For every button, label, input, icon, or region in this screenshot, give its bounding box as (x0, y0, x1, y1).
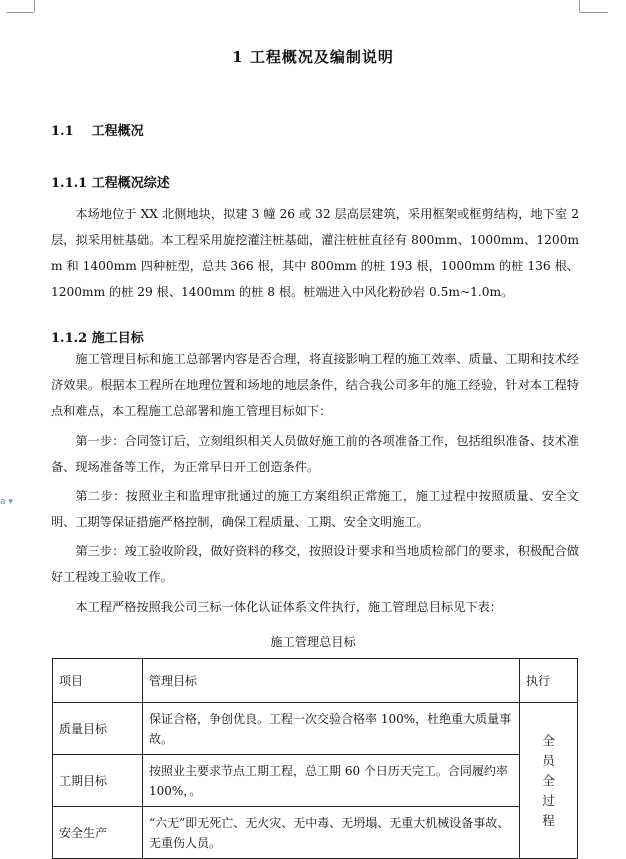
header-item: 项目 (53, 659, 143, 703)
document-title: 1 工程概况及编制说明 (232, 48, 394, 66)
row-goal: “六无”即无死亡、无火灾、无中毒、无坍塌、无重大机械设备事故、无重伤人员。 (143, 807, 520, 859)
table-caption: 施工管理总目标 (270, 635, 356, 649)
exec-value: 全员全过程 (542, 732, 555, 828)
section-number: 1.1 (51, 124, 74, 139)
table-intro-paragraph: 本工程严格按照我公司三标一体化认证体系文件执行，施工管理总目标见下表： (75, 600, 502, 614)
table-row (53, 703, 578, 755)
row-goal: 保证合格，争创优良。工程一次交验合格率 100%，杜绝重大质量事故。 (143, 703, 520, 755)
margin-paragraph-handle-icon[interactable]: a ▾ (0, 497, 13, 507)
table-header-row (53, 659, 578, 703)
table-row (53, 755, 578, 807)
crop-mark-top-left (6, 12, 34, 13)
goals-intro-paragraph: 施工管理目标和施工总部署内容是否合理，将直接影响工程的施工效率、质量、工期和技术经济效果。根据本工程所在地理位置和场地的地层条件，结合我公司多年的施工经验，针对本工程特点和难点，本工程施工总部署和施工管理目标如下： (51, 352, 579, 418)
table-row (53, 807, 578, 859)
subsection-heading-goals: 1.1.2 施工目标 (51, 331, 144, 346)
step-three-paragraph: 第三步：竣工验收阶段，做好资料的移交，按照设计要求和当地质检部门的要求，积极配合做好工程竣工验收工作。 (51, 544, 579, 584)
section-heading (51, 120, 144, 139)
crop-mark-top-right (580, 12, 608, 13)
overview-paragraph: 本场地位于 XX 北侧地块，拟建 3 幢 26 或 32 层高层建筑，采用框架或框剪结构，地下室 2 层，拟采用桩基础。本工程采用旋挖灌注桩基础，灌注桩桩直径有 800mm、1000mm、1200mm 和 1400mm 四种桩型，总共 366 根，其中 800mm 的桩 193 根，1000mm 的桩 136 根、1200mm 的桩 29 根、1400mm 的桩 8 根。桩端进入中风化粉砂岩 0.5m~1.0m。 (51, 207, 579, 299)
exec-cell (520, 703, 578, 859)
header-goal: 管理目标 (143, 659, 520, 703)
row-goal: 按照业主要求节点工期工程，总工期 60 个日历天完工。合同履约率 100%，。 (143, 755, 520, 807)
management-goals-table (52, 658, 578, 859)
row-item: 工期目标 (53, 755, 143, 807)
section-title: 工程概况 (91, 124, 144, 139)
header-exec: 执行 (520, 659, 578, 703)
crop-mark-top-left-vertical (34, 0, 35, 12)
row-item: 质量目标 (53, 703, 143, 755)
step-one-paragraph: 第一步：合同签订后，立刻组织相关人员做好施工前的各项准备工作，包括组织准备、技术准备、现场准备等工作，为正常早日开工创造条件。 (51, 434, 579, 474)
step-two-paragraph: 第二步：按照业主和监理审批通过的施工方案组织正常施工，施工过程中按照质量、安全文明、工期等保证措施严格控制，确保工程质量、工期、安全文明施工。 (51, 489, 579, 529)
row-item: 安全生产 (53, 807, 143, 859)
subsection-heading-overview: 1.1.1 工程概况综述 (51, 176, 170, 191)
crop-mark-top-right-vertical (579, 0, 580, 12)
